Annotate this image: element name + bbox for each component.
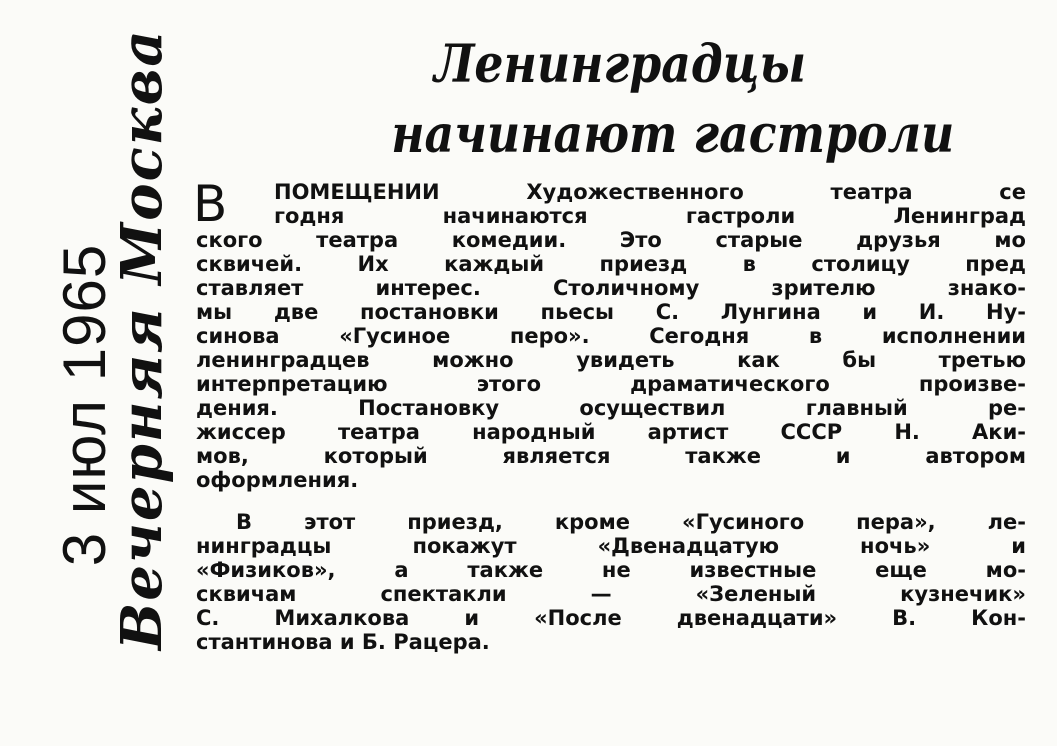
- handwritten-date: 3 июл 1965: [51, 243, 118, 567]
- text-line: годня начинаются гастроли Ленинград: [274, 204, 1026, 228]
- handwritten-source: Вечерняя Москва: [109, 28, 175, 650]
- text-line: мы две постановки пьесы С. Лунгина и И. Ну-: [196, 300, 1026, 324]
- text-line: ского театра комедии. Это старые друзья мо: [196, 228, 1026, 252]
- text-line: сквичей. Их каждый приезд в столицу пред: [196, 252, 1026, 276]
- text-line: ПОМЕЩЕНИИ Художественного театра се: [274, 180, 1026, 204]
- text-line: стантинова и Б. Рацера.: [196, 630, 490, 654]
- text-line: сквичам спектакли — «Зеленый кузнечик»: [196, 582, 1026, 606]
- headline-line-2: начинают гастроли: [391, 104, 955, 165]
- text-line: мов, который является также и автором: [196, 444, 1026, 468]
- text-line: ставляет интерес. Столичному зрителю знако-: [196, 276, 1026, 300]
- text-line: синова «Гусиное перо». Сегодня в исполнении: [196, 324, 1026, 348]
- text-line: жиссер театра народный артист СССР Н. Аки-: [196, 420, 1026, 444]
- text-line: ленинградцев можно увидеть как бы третью: [196, 348, 1026, 372]
- text-line: С. Михалкова и «После двенадцати» В. Кон-: [196, 606, 1026, 630]
- text-line: интерпретацию этого драматического произве-: [196, 372, 1026, 396]
- text-line: В этот приезд, кроме «Гусиного пера», ле-: [236, 510, 1026, 534]
- text-line: «Физиков», а также не известные еще мо-: [196, 558, 1026, 582]
- text-line: дения. Постановку осуществил главный ре-: [196, 396, 1026, 420]
- drop-cap: В: [193, 175, 228, 233]
- text-line: оформления.: [196, 468, 359, 492]
- article-body: [193, 175, 1026, 654]
- paragraph-1: [193, 175, 1026, 492]
- paragraph-2: [196, 510, 1026, 654]
- text-line: нинградцы покажут «Двенадцатую ночь» и: [196, 534, 1026, 558]
- headline-line-1: Ленинградцы: [433, 34, 807, 95]
- headline: [391, 30, 955, 170]
